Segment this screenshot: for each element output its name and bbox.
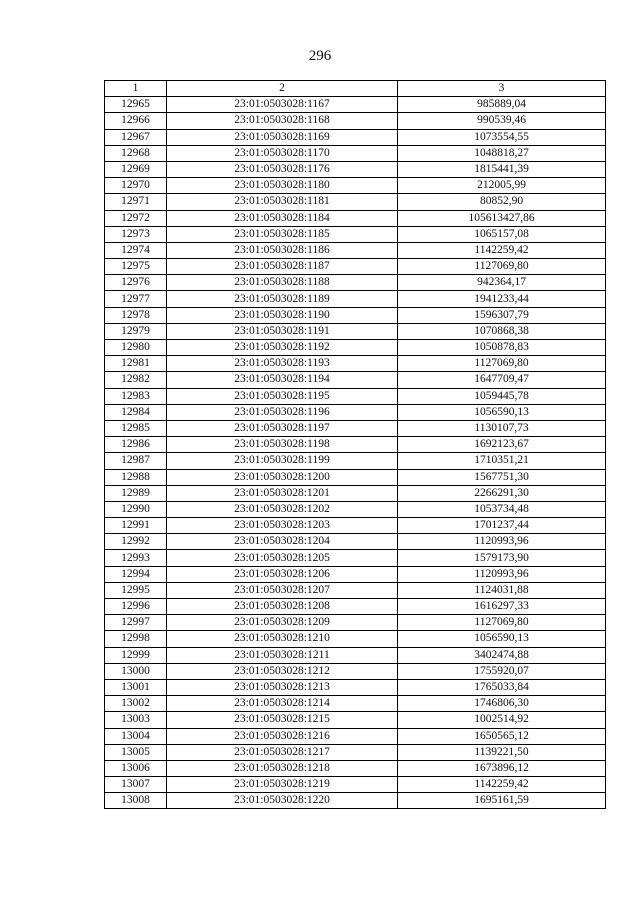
row-number-cell: 13004 (105, 728, 167, 744)
value-cell: 1647709,47 (398, 372, 606, 388)
table-row (105, 793, 606, 809)
value-cell: 1120993,96 (398, 566, 606, 582)
cadastral-number-cell: 23:01:0503028:1204 (167, 534, 398, 550)
table-row (105, 777, 606, 793)
table-row (105, 599, 606, 615)
cadastral-number-cell: 23:01:0503028:1212 (167, 663, 398, 679)
row-number-cell: 12994 (105, 566, 167, 582)
cadastral-number-cell: 23:01:0503028:1192 (167, 340, 398, 356)
cadastral-number-cell: 23:01:0503028:1209 (167, 615, 398, 631)
value-cell: 1142259,42 (398, 242, 606, 258)
cadastral-number-cell: 23:01:0503028:1200 (167, 469, 398, 485)
value-cell: 1002514,92 (398, 712, 606, 728)
row-number-cell: 12992 (105, 534, 167, 550)
value-cell: 1673896,12 (398, 760, 606, 776)
value-cell: 1579173,90 (398, 550, 606, 566)
value-cell: 1127069,80 (398, 615, 606, 631)
table-row (105, 259, 606, 275)
table-row (105, 97, 606, 113)
cadastral-number-cell: 23:01:0503028:1207 (167, 582, 398, 598)
table-row (105, 178, 606, 194)
cadastral-number-cell: 23:01:0503028:1193 (167, 356, 398, 372)
cadastral-number-cell: 23:01:0503028:1180 (167, 178, 398, 194)
cadastral-number-cell: 23:01:0503028:1188 (167, 275, 398, 291)
table-row (105, 679, 606, 695)
table-row (105, 340, 606, 356)
row-number-cell: 12973 (105, 226, 167, 242)
row-number-cell: 12983 (105, 388, 167, 404)
cadastral-number-cell: 23:01:0503028:1201 (167, 485, 398, 501)
value-cell: 1765033,84 (398, 679, 606, 695)
page-number: 296 (308, 48, 332, 64)
row-number-cell: 12971 (105, 194, 167, 210)
table-row (105, 226, 606, 242)
row-number-cell: 12982 (105, 372, 167, 388)
table-row (105, 356, 606, 372)
value-cell: 1056590,13 (398, 631, 606, 647)
value-cell: 1941233,44 (398, 291, 606, 307)
cadastral-number-cell: 23:01:0503028:1220 (167, 793, 398, 809)
table-row (105, 760, 606, 776)
cadastral-number-cell: 23:01:0503028:1167 (167, 97, 398, 113)
cadastral-number-cell: 23:01:0503028:1211 (167, 647, 398, 663)
cadastral-number-cell: 23:01:0503028:1216 (167, 728, 398, 744)
table-row (105, 307, 606, 323)
cadastral-number-cell: 23:01:0503028:1210 (167, 631, 398, 647)
value-cell: 942364,17 (398, 275, 606, 291)
cadastral-number-cell: 23:01:0503028:1214 (167, 696, 398, 712)
value-cell: 1746806,30 (398, 696, 606, 712)
table-row (105, 275, 606, 291)
row-number-cell: 12998 (105, 631, 167, 647)
row-number-cell: 12979 (105, 323, 167, 339)
cadastral-number-cell: 23:01:0503028:1184 (167, 210, 398, 226)
table-row (105, 518, 606, 534)
row-number-cell: 12988 (105, 469, 167, 485)
value-cell: 1059445,78 (398, 388, 606, 404)
cadastral-number-cell: 23:01:0503028:1196 (167, 404, 398, 420)
value-cell: 3402474,88 (398, 647, 606, 663)
row-number-cell: 12977 (105, 291, 167, 307)
table-row (105, 647, 606, 663)
table-row (105, 663, 606, 679)
value-cell: 1053734,48 (398, 501, 606, 517)
cadastral-number-cell: 23:01:0503028:1190 (167, 307, 398, 323)
row-number-cell: 12997 (105, 615, 167, 631)
row-number-cell: 12987 (105, 453, 167, 469)
table-row (105, 453, 606, 469)
row-number-cell: 12968 (105, 145, 167, 161)
row-number-cell: 12996 (105, 599, 167, 615)
row-number-cell: 12970 (105, 178, 167, 194)
value-cell: 1056590,13 (398, 404, 606, 420)
row-number-cell: 12976 (105, 275, 167, 291)
value-cell: 1130107,73 (398, 420, 606, 436)
cadastral-number-cell: 23:01:0503028:1199 (167, 453, 398, 469)
table-row (105, 696, 606, 712)
row-number-cell: 13005 (105, 744, 167, 760)
row-number-cell: 13008 (105, 793, 167, 809)
row-number-cell: 12985 (105, 420, 167, 436)
table-row (105, 534, 606, 550)
cadastral-number-cell: 23:01:0503028:1194 (167, 372, 398, 388)
row-number-cell: 12974 (105, 242, 167, 258)
value-cell: 80852,90 (398, 194, 606, 210)
row-number-cell: 12999 (105, 647, 167, 663)
row-number-cell: 12967 (105, 129, 167, 145)
row-number-cell: 12990 (105, 501, 167, 517)
cadastral-number-cell: 23:01:0503028:1205 (167, 550, 398, 566)
cadastral-number-cell: 23:01:0503028:1176 (167, 161, 398, 177)
cadastral-number-cell: 23:01:0503028:1206 (167, 566, 398, 582)
row-number-cell: 13001 (105, 679, 167, 695)
cadastral-number-cell: 23:01:0503028:1215 (167, 712, 398, 728)
value-cell: 1710351,21 (398, 453, 606, 469)
table-row (105, 291, 606, 307)
table-row (105, 194, 606, 210)
value-cell: 985889,04 (398, 97, 606, 113)
value-cell: 2266291,30 (398, 485, 606, 501)
cadastral-number-cell: 23:01:0503028:1197 (167, 420, 398, 436)
value-cell: 1050878,83 (398, 340, 606, 356)
row-number-cell: 13000 (105, 663, 167, 679)
table-row (105, 372, 606, 388)
value-cell: 1692123,67 (398, 437, 606, 453)
row-number-cell: 12991 (105, 518, 167, 534)
value-cell: 1120993,96 (398, 534, 606, 550)
cadastral-number-cell: 23:01:0503028:1181 (167, 194, 398, 210)
table-row (105, 404, 606, 420)
value-cell: 1596307,79 (398, 307, 606, 323)
table-row (105, 242, 606, 258)
value-cell: 1815441,39 (398, 161, 606, 177)
cadastral-number-cell: 23:01:0503028:1187 (167, 259, 398, 275)
row-number-cell: 13002 (105, 696, 167, 712)
cadastral-number-cell: 23:01:0503028:1219 (167, 777, 398, 793)
table-row (105, 550, 606, 566)
row-number-cell: 12969 (105, 161, 167, 177)
row-number-cell: 12972 (105, 210, 167, 226)
cadastral-number-cell: 23:01:0503028:1208 (167, 599, 398, 615)
column-header-1: 1 (105, 81, 167, 97)
row-number-cell: 12980 (105, 340, 167, 356)
value-cell: 1701237,44 (398, 518, 606, 534)
table-row (105, 129, 606, 145)
value-cell: 212005,99 (398, 178, 606, 194)
table-header-row (105, 81, 606, 97)
table-row (105, 388, 606, 404)
table-row (105, 631, 606, 647)
cadastral-number-cell: 23:01:0503028:1169 (167, 129, 398, 145)
row-number-cell: 12993 (105, 550, 167, 566)
table-row (105, 582, 606, 598)
table-row (105, 469, 606, 485)
row-number-cell: 13007 (105, 777, 167, 793)
table-row (105, 161, 606, 177)
cadastral-number-cell: 23:01:0503028:1198 (167, 437, 398, 453)
table-row (105, 501, 606, 517)
cadastral-number-cell: 23:01:0503028:1217 (167, 744, 398, 760)
value-cell: 1650565,12 (398, 728, 606, 744)
cadastral-value-table (104, 80, 606, 809)
table-row (105, 113, 606, 129)
row-number-cell: 12984 (105, 404, 167, 420)
row-number-cell: 12995 (105, 582, 167, 598)
cadastral-number-cell: 23:01:0503028:1189 (167, 291, 398, 307)
row-number-cell: 12978 (105, 307, 167, 323)
table-row (105, 210, 606, 226)
row-number-cell: 12975 (105, 259, 167, 275)
cadastral-number-cell: 23:01:0503028:1170 (167, 145, 398, 161)
table-row (105, 744, 606, 760)
table-row (105, 566, 606, 582)
value-cell: 1616297,33 (398, 599, 606, 615)
row-number-cell: 12989 (105, 485, 167, 501)
table-row (105, 728, 606, 744)
cadastral-number-cell: 23:01:0503028:1168 (167, 113, 398, 129)
value-cell: 105613427,86 (398, 210, 606, 226)
value-cell: 1073554,55 (398, 129, 606, 145)
row-number-cell: 12981 (105, 356, 167, 372)
value-cell: 1695161,59 (398, 793, 606, 809)
cadastral-number-cell: 23:01:0503028:1191 (167, 323, 398, 339)
cadastral-number-cell: 23:01:0503028:1213 (167, 679, 398, 695)
value-cell: 1142259,42 (398, 777, 606, 793)
table-row (105, 145, 606, 161)
value-cell: 990539,46 (398, 113, 606, 129)
cadastral-number-cell: 23:01:0503028:1195 (167, 388, 398, 404)
table-row (105, 485, 606, 501)
table-row (105, 437, 606, 453)
column-header-2: 2 (167, 81, 398, 97)
value-cell: 1070868,38 (398, 323, 606, 339)
cadastral-number-cell: 23:01:0503028:1185 (167, 226, 398, 242)
row-number-cell: 12965 (105, 97, 167, 113)
value-cell: 1048818,27 (398, 145, 606, 161)
row-number-cell: 13003 (105, 712, 167, 728)
value-cell: 1065157,08 (398, 226, 606, 242)
value-cell: 1127069,80 (398, 259, 606, 275)
table-body (105, 97, 606, 809)
table-row (105, 323, 606, 339)
column-header-3: 3 (398, 81, 606, 97)
cadastral-number-cell: 23:01:0503028:1203 (167, 518, 398, 534)
cadastral-number-cell: 23:01:0503028:1218 (167, 760, 398, 776)
value-cell: 1139221,50 (398, 744, 606, 760)
value-cell: 1127069,80 (398, 356, 606, 372)
table-row (105, 712, 606, 728)
cadastral-number-cell: 23:01:0503028:1186 (167, 242, 398, 258)
value-cell: 1124031,88 (398, 582, 606, 598)
row-number-cell: 12986 (105, 437, 167, 453)
table-row (105, 615, 606, 631)
row-number-cell: 12966 (105, 113, 167, 129)
table-row (105, 420, 606, 436)
value-cell: 1567751,30 (398, 469, 606, 485)
value-cell: 1755920,07 (398, 663, 606, 679)
cadastral-number-cell: 23:01:0503028:1202 (167, 501, 398, 517)
row-number-cell: 13006 (105, 760, 167, 776)
